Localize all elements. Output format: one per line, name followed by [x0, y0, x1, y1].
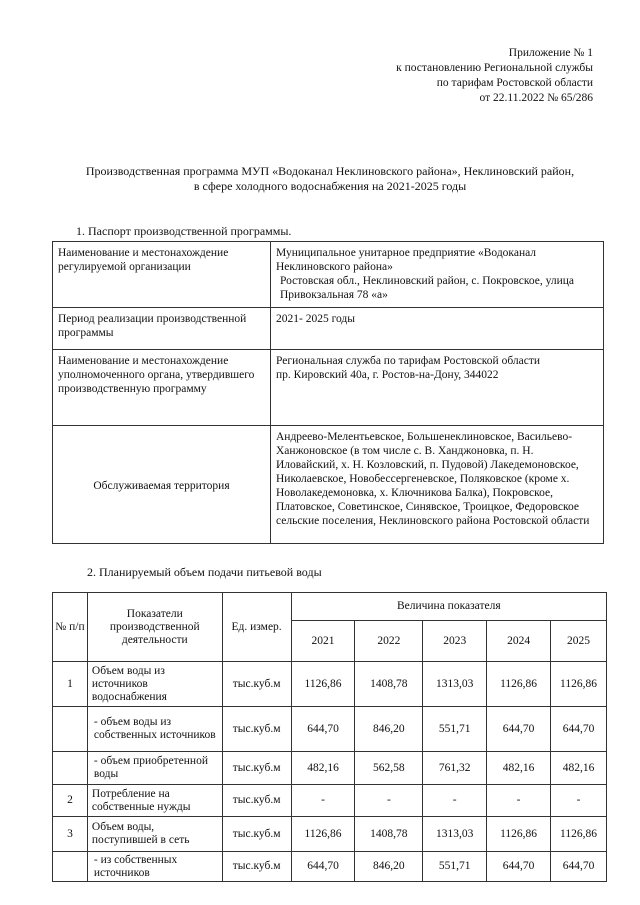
appendix-line: к постановлению Региональной службы — [396, 62, 593, 74]
row-value: 482,16 — [291, 752, 355, 785]
table-row — [53, 817, 607, 852]
row-value: 644,70 — [487, 707, 551, 752]
water-volume-table — [52, 592, 607, 882]
appendix-line: по тарифам Ростовской области — [436, 77, 593, 89]
row-name: - объем воды из собственных источников — [87, 707, 222, 752]
header-year: 2025 — [551, 621, 607, 662]
table-row — [53, 785, 607, 817]
row-unit: тыс.куб.м — [222, 817, 291, 852]
row-value: - — [551, 785, 607, 817]
appendix-line: Приложение № 1 — [508, 47, 593, 59]
row-name: Потребление на собственные нужды — [87, 785, 222, 817]
row-value: 1126,86 — [291, 817, 355, 852]
passport-table — [52, 241, 604, 544]
row-value: 1126,86 — [551, 817, 607, 852]
row-num: 1 — [53, 662, 88, 707]
row-num — [53, 752, 88, 785]
table-cell — [271, 242, 604, 308]
row-value: 1126,86 — [487, 662, 551, 707]
cell-text: Наименование и местонахождение регулируемой организации — [58, 247, 229, 273]
table-row — [53, 350, 604, 426]
table-cell — [271, 350, 604, 426]
row-value: 644,70 — [551, 852, 607, 882]
section-heading-volume: 2. Планируемый объем подачи питьевой воды — [87, 565, 322, 579]
row-name: - из собственных источников — [87, 852, 222, 882]
row-value: 1313,03 — [423, 662, 487, 707]
cell-text: Период реализации производственной программы — [58, 313, 247, 339]
row-value: 644,70 — [487, 852, 551, 882]
table-cell — [53, 426, 271, 544]
section-heading-passport: 1. Паспорт производственной программы. — [76, 224, 292, 238]
row-value: - — [487, 785, 551, 817]
row-name: Объем воды, поступившей в сеть — [87, 817, 222, 852]
row-name: - объем приобретенной воды — [87, 752, 222, 785]
table-row — [53, 752, 607, 785]
appendix-block — [396, 46, 593, 106]
row-value: 482,16 — [551, 752, 607, 785]
cell-text: пр. Кировский 40а, г. Ростов-на-Дону, 344022 — [276, 369, 499, 381]
row-value: 644,70 — [291, 852, 355, 882]
row-value: 1313,03 — [423, 817, 487, 852]
table-row — [53, 308, 604, 350]
cell-text: 2021- 2025 годы — [276, 313, 356, 325]
appendix-line: от 22.11.2022 № 65/286 — [479, 92, 593, 104]
row-value: 846,20 — [355, 707, 423, 752]
header-value: Величина показателя — [291, 593, 606, 621]
cell-text: Наименование и местонахождение уполномоченного органа, утвердившего производственную программу — [58, 355, 255, 395]
table-cell — [53, 242, 271, 308]
header-year: 2022 — [355, 621, 423, 662]
row-name: Объем воды из источников водоснабжения — [87, 662, 222, 707]
row-value: 1126,86 — [291, 662, 355, 707]
table-row — [53, 852, 607, 882]
cell-text: Ростовская обл., Неклиновский район, с. Покровское, улица Привокзальная 78 «а» — [280, 275, 575, 301]
table-cell — [271, 426, 604, 544]
row-value: 761,32 — [423, 752, 487, 785]
table-row — [53, 242, 604, 308]
header-year: 2021 — [291, 621, 355, 662]
row-unit: тыс.куб.м — [222, 752, 291, 785]
title-line: Производственная программа МУП «Водоканал Неклиновского района», Неклиновский район, — [85, 164, 575, 178]
row-value: 644,70 — [291, 707, 355, 752]
row-value: 644,70 — [551, 707, 607, 752]
document-title — [40, 164, 620, 194]
row-value: - — [291, 785, 355, 817]
row-value: 551,71 — [423, 852, 487, 882]
table-row — [53, 426, 604, 544]
row-value: 846,20 — [355, 852, 423, 882]
row-unit: тыс.куб.м — [222, 785, 291, 817]
row-num: 3 — [53, 817, 88, 852]
cell-text: Региональная служба по тарифам Ростовской области — [276, 355, 541, 367]
row-num — [53, 707, 88, 752]
table-cell — [53, 350, 271, 426]
header-indicator: Показатели производственной деятельности — [87, 593, 222, 662]
cell-text: Обслуживаемая территория — [93, 479, 230, 492]
row-value: 1126,86 — [551, 662, 607, 707]
row-unit: тыс.куб.м — [222, 852, 291, 882]
header-year: 2024 — [487, 621, 551, 662]
row-value: 1408,78 — [355, 817, 423, 852]
row-value: - — [423, 785, 487, 817]
table-row — [53, 707, 607, 752]
header-unit: Ед. измер. — [222, 593, 291, 662]
table-cell — [53, 308, 271, 350]
row-value: 562,58 — [355, 752, 423, 785]
cell-text: Андреево-Мелентьевское, Большенеклиновское, Васильево-Ханжоновское (в том числе с. В. Ханджоновка, п. Н. Иловайский, х. Н. Козловский, п. Пудовой) Лакедемоновское, Николаевское, Новобессергеневское, Поляковское (кроме х. Новолакедемоновка, х. Ключникова Балка), Покровское, Платовское, Советинское, Синявское, Троицкое, Федоровское сельские поселения, Неклиновского района Ростовской области — [276, 431, 590, 527]
title-line: в сфере холодного водоснабжения на 2021-2025 годы — [193, 179, 467, 193]
table-row — [53, 662, 607, 707]
row-value: 1408,78 — [355, 662, 423, 707]
row-value: 482,16 — [487, 752, 551, 785]
row-num — [53, 852, 88, 882]
row-num: 2 — [53, 785, 88, 817]
row-value: - — [355, 785, 423, 817]
row-unit: тыс.куб.м — [222, 662, 291, 707]
row-unit: тыс.куб.м — [222, 707, 291, 752]
table-header-row — [53, 593, 607, 621]
row-value: 1126,86 — [487, 817, 551, 852]
table-cell — [271, 308, 604, 350]
header-num: № п/п — [53, 593, 88, 662]
row-value: 551,71 — [423, 707, 487, 752]
cell-text: Муниципальное унитарное предприятие «Водоканал Неклиновского района» — [276, 247, 537, 273]
header-year: 2023 — [423, 621, 487, 662]
